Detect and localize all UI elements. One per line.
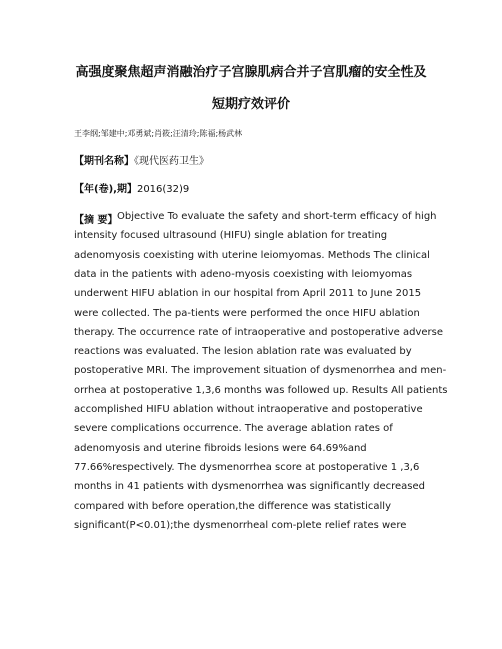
year-volume-issue-value: 2016(32)9 <box>136 184 190 195</box>
abstract-line: orrhea at postoperative 1,3,6 months was followed up. Results All patients <box>74 385 448 396</box>
abstract-line: underwent HIFU ablation in our hospital from April 2011 to June 2015 <box>74 288 422 299</box>
journal-name-value: 《现代医药卫生》 <box>134 156 209 167</box>
abstract-label: 【摘 要】 <box>74 215 118 226</box>
abstract-line: therapy. The occurrence rate of intraoperative and postoperative adverse <box>74 327 444 338</box>
abstract-line: reactions was evaluated. The lesion ablation rate was evaluated by <box>74 346 412 357</box>
year-volume-issue-label: 【年(卷),期】 <box>74 184 137 195</box>
abstract-line: 77.66%respectively. The dysmenorrhea score at postoperative 1 ,3,6 <box>74 462 420 473</box>
abstract-line: accomplished HIFU ablation without intraoperative and postoperative <box>74 404 423 415</box>
journal-name-row <box>74 152 209 167</box>
abstract-line: months in 41 patients with dysmenorrhea was significantly decreased <box>74 481 425 492</box>
abstract-line: adenomyosis coexisting with uterine leiomyomas. Methods The clinical <box>74 250 430 261</box>
author-list: 王李纲;邹建中;邓勇斌;肖筱;汪清玲;陈福;杨武林 <box>74 129 243 138</box>
abstract-line: data in the patients with adeno-myosis coexisting with leiomyomas <box>74 269 413 280</box>
abstract-line: were collected. The pa-tients were performed the once HIFU ablation <box>74 308 420 319</box>
abstract-line: postoperative MRI. The improvement situation of dysmenorrhea and men- <box>74 365 447 376</box>
abstract-line: intensity focused ultrasound (HIFU) single ablation for treating <box>74 230 388 241</box>
journal-name-label: 【期刊名称】 <box>74 156 134 167</box>
article-title-line-1: 高强度聚焦超声消融治疗子宫腺肌病合并子宫肌瘤的安全性及 <box>75 65 427 80</box>
article-title-line-2: 短期疗效评价 <box>211 97 290 112</box>
year-volume-issue-row <box>74 180 189 195</box>
abstract-line: Objective To evaluate the safety and short-term efficacy of high <box>117 211 437 222</box>
abstract-line: compared with before operation,the difference was statistically <box>74 501 391 512</box>
abstract-line: significant(P<0.01);the dysmenorrheal com-plete relief rates were <box>74 520 407 531</box>
abstract-line: severe complications occurrence. The average ablation rates of <box>74 423 393 434</box>
abstract-line: adenomyosis and uterine fibroids lesions were 64.69%and <box>74 443 367 454</box>
